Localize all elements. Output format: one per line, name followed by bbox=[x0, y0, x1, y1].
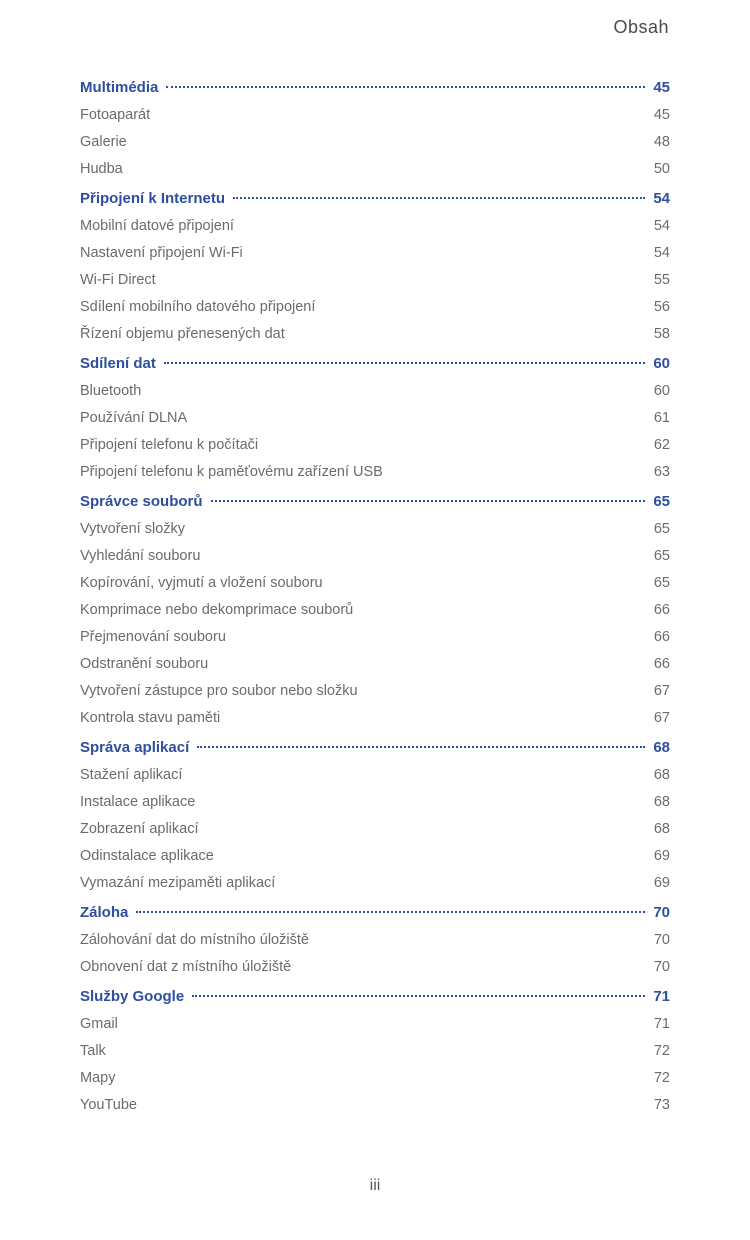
toc-entry-page: 65 bbox=[653, 521, 670, 537]
toc-entry-page: 62 bbox=[653, 437, 670, 453]
dot-leader bbox=[192, 995, 645, 997]
toc-entry-title: Nastavení připojení Wi-Fi bbox=[80, 245, 243, 261]
toc-entry-page: 60 bbox=[653, 383, 670, 399]
toc-entry-page: 66 bbox=[653, 656, 670, 672]
toc-entry-title: Komprimace nebo dekomprimace souborů bbox=[80, 602, 354, 618]
toc-entry-page: 70 bbox=[653, 959, 670, 975]
toc-entry-row[interactable] bbox=[80, 570, 670, 597]
running-header: Obsah bbox=[613, 17, 669, 37]
toc-entry-title: Řízení objemu přenesených dat bbox=[80, 326, 285, 342]
toc-entry-row[interactable] bbox=[80, 1011, 670, 1038]
toc-section-title: Správce souborů bbox=[80, 493, 203, 510]
toc-entry-title: Bluetooth bbox=[80, 383, 142, 399]
toc-entry-row[interactable] bbox=[80, 597, 670, 624]
toc-entry-page: 61 bbox=[653, 410, 670, 426]
toc-entry-title: Instalace aplikace bbox=[80, 794, 196, 810]
dot-leader bbox=[164, 362, 645, 364]
toc-entry-row[interactable] bbox=[80, 927, 670, 954]
toc-entry-title: Vyhledání souboru bbox=[80, 548, 201, 564]
toc-entry-title: Gmail bbox=[80, 1016, 118, 1032]
toc-entry-row[interactable] bbox=[80, 1065, 670, 1092]
toc-entry-row[interactable] bbox=[80, 543, 670, 570]
toc-entry-title: Odinstalace aplikace bbox=[80, 848, 214, 864]
toc-entry-page: 63 bbox=[653, 464, 670, 480]
toc-entry-row[interactable] bbox=[80, 651, 670, 678]
dot-leader bbox=[233, 197, 645, 199]
toc-entry-row[interactable] bbox=[80, 378, 670, 405]
page-number: iii bbox=[369, 1177, 381, 1194]
toc-entry-page: 69 bbox=[653, 875, 670, 891]
toc-entry-page: 50 bbox=[653, 161, 670, 177]
toc-entry-row[interactable] bbox=[80, 102, 670, 129]
toc-entry-page: 54 bbox=[653, 218, 670, 234]
toc-entry-title: Připojení telefonu k paměťovému zařízení USB bbox=[80, 464, 383, 480]
toc-section-row[interactable] bbox=[80, 982, 670, 1011]
toc-entry-page: 72 bbox=[653, 1043, 670, 1059]
toc-entry-title: Kopírování, vyjmutí a vložení souboru bbox=[80, 575, 323, 591]
toc-entry-page: 66 bbox=[653, 629, 670, 645]
toc-entry-row[interactable] bbox=[80, 705, 670, 732]
toc-entry-title: Zálohování dat do místního úložiště bbox=[80, 932, 309, 948]
toc-entry-title: Vymazání mezipaměti aplikací bbox=[80, 875, 276, 891]
toc-entry-title: Vytvoření složky bbox=[80, 521, 186, 537]
toc-entry-page: 73 bbox=[653, 1097, 670, 1113]
toc-entry-row[interactable] bbox=[80, 816, 670, 843]
toc-entry-row[interactable] bbox=[80, 156, 670, 183]
toc-entry-title: Zobrazení aplikací bbox=[80, 821, 199, 837]
toc-section-row[interactable] bbox=[80, 733, 670, 762]
toc-entry-row[interactable] bbox=[80, 405, 670, 432]
toc-entry-page: 54 bbox=[653, 245, 670, 261]
toc-entry-title: YouTube bbox=[80, 1097, 137, 1113]
toc-entry-title: Talk bbox=[80, 1043, 106, 1059]
toc-section-row[interactable] bbox=[80, 898, 670, 927]
toc-entry-title: Obnovení dat z místního úložiště bbox=[80, 959, 292, 975]
toc-section-page: 70 bbox=[653, 904, 670, 921]
toc-entry-page: 70 bbox=[653, 932, 670, 948]
toc-entry-row[interactable] bbox=[80, 459, 670, 486]
toc-entry-page: 72 bbox=[653, 1070, 670, 1086]
toc-entry-title: Kontrola stavu paměti bbox=[80, 710, 221, 726]
toc-entry-title: Sdílení mobilního datového připojení bbox=[80, 299, 316, 315]
toc-section-row[interactable] bbox=[80, 349, 670, 378]
toc-entry-row[interactable] bbox=[80, 516, 670, 543]
toc-section-row[interactable] bbox=[80, 73, 670, 102]
toc-entry-row[interactable] bbox=[80, 624, 670, 651]
table-of-contents bbox=[80, 72, 670, 1119]
toc-entry-row[interactable] bbox=[80, 870, 670, 897]
toc-entry-page: 45 bbox=[653, 107, 670, 123]
toc-entry-row[interactable] bbox=[80, 321, 670, 348]
toc-entry-row[interactable] bbox=[80, 678, 670, 705]
toc-entry-row[interactable] bbox=[80, 843, 670, 870]
toc-entry-title: Mapy bbox=[80, 1070, 116, 1086]
toc-section-page: 71 bbox=[653, 988, 670, 1005]
toc-section-title: Multimédia bbox=[80, 79, 159, 96]
toc-entry-page: 58 bbox=[653, 326, 670, 342]
toc-entry-page: 65 bbox=[653, 575, 670, 591]
toc-entry-row[interactable] bbox=[80, 432, 670, 459]
toc-section-row[interactable] bbox=[80, 487, 670, 516]
toc-entry-row[interactable] bbox=[80, 267, 670, 294]
dot-leader bbox=[211, 500, 646, 502]
dot-leader bbox=[136, 911, 645, 913]
toc-entry-title: Odstranění souboru bbox=[80, 656, 209, 672]
toc-entry-page: 66 bbox=[653, 602, 670, 618]
toc-entry-row[interactable] bbox=[80, 213, 670, 240]
toc-entry-title: Přejmenování souboru bbox=[80, 629, 226, 645]
toc-entry-title: Vytvoření zástupce pro soubor nebo složku bbox=[80, 683, 358, 699]
toc-entry-title: Hudba bbox=[80, 161, 123, 177]
toc-entry-page: 67 bbox=[653, 683, 670, 699]
toc-entry-title: Wi-Fi Direct bbox=[80, 272, 156, 288]
toc-entry-row[interactable] bbox=[80, 129, 670, 156]
toc-entry-page: 55 bbox=[653, 272, 670, 288]
toc-entry-page: 56 bbox=[653, 299, 670, 315]
toc-entry-row[interactable] bbox=[80, 954, 670, 981]
toc-section-title: Záloha bbox=[80, 904, 129, 921]
toc-entry-page: 71 bbox=[653, 1016, 670, 1032]
toc-entry-page: 68 bbox=[653, 767, 670, 783]
toc-entry-page: 67 bbox=[653, 710, 670, 726]
toc-section-title: Správa aplikací bbox=[80, 739, 190, 756]
toc-entry-row[interactable] bbox=[80, 789, 670, 816]
toc-section-page: 45 bbox=[653, 79, 670, 96]
toc-section-title: Služby Google bbox=[80, 988, 185, 1005]
toc-section-page: 54 bbox=[653, 190, 670, 207]
toc-section-page: 65 bbox=[653, 493, 670, 510]
toc-entry-title: Stažení aplikací bbox=[80, 767, 183, 783]
toc-entry-title: Připojení telefonu k počítači bbox=[80, 437, 259, 453]
toc-section-title: Sdílení dat bbox=[80, 355, 156, 372]
toc-entry-title: Mobilní datové připojení bbox=[80, 218, 234, 234]
toc-section-page: 60 bbox=[653, 355, 670, 372]
dot-leader bbox=[166, 86, 645, 88]
toc-entry-page: 69 bbox=[653, 848, 670, 864]
toc-entry-title: Používání DLNA bbox=[80, 410, 188, 426]
toc-entry-row[interactable] bbox=[80, 240, 670, 267]
toc-section-page: 68 bbox=[653, 739, 670, 756]
toc-entry-row[interactable] bbox=[80, 762, 670, 789]
toc-entry-row[interactable] bbox=[80, 294, 670, 321]
toc-entry-title: Galerie bbox=[80, 134, 127, 150]
toc-entry-page: 68 bbox=[653, 821, 670, 837]
toc-entry-row[interactable] bbox=[80, 1038, 670, 1065]
dot-leader bbox=[197, 746, 645, 748]
toc-section-title: Připojení k Internetu bbox=[80, 190, 226, 207]
toc-entry-page: 65 bbox=[653, 548, 670, 564]
toc-section-row[interactable] bbox=[80, 184, 670, 213]
toc-entry-title: Fotoaparát bbox=[80, 107, 151, 123]
toc-entry-row[interactable] bbox=[80, 1092, 670, 1119]
toc-entry-page: 48 bbox=[653, 134, 670, 150]
toc-entry-page: 68 bbox=[653, 794, 670, 810]
